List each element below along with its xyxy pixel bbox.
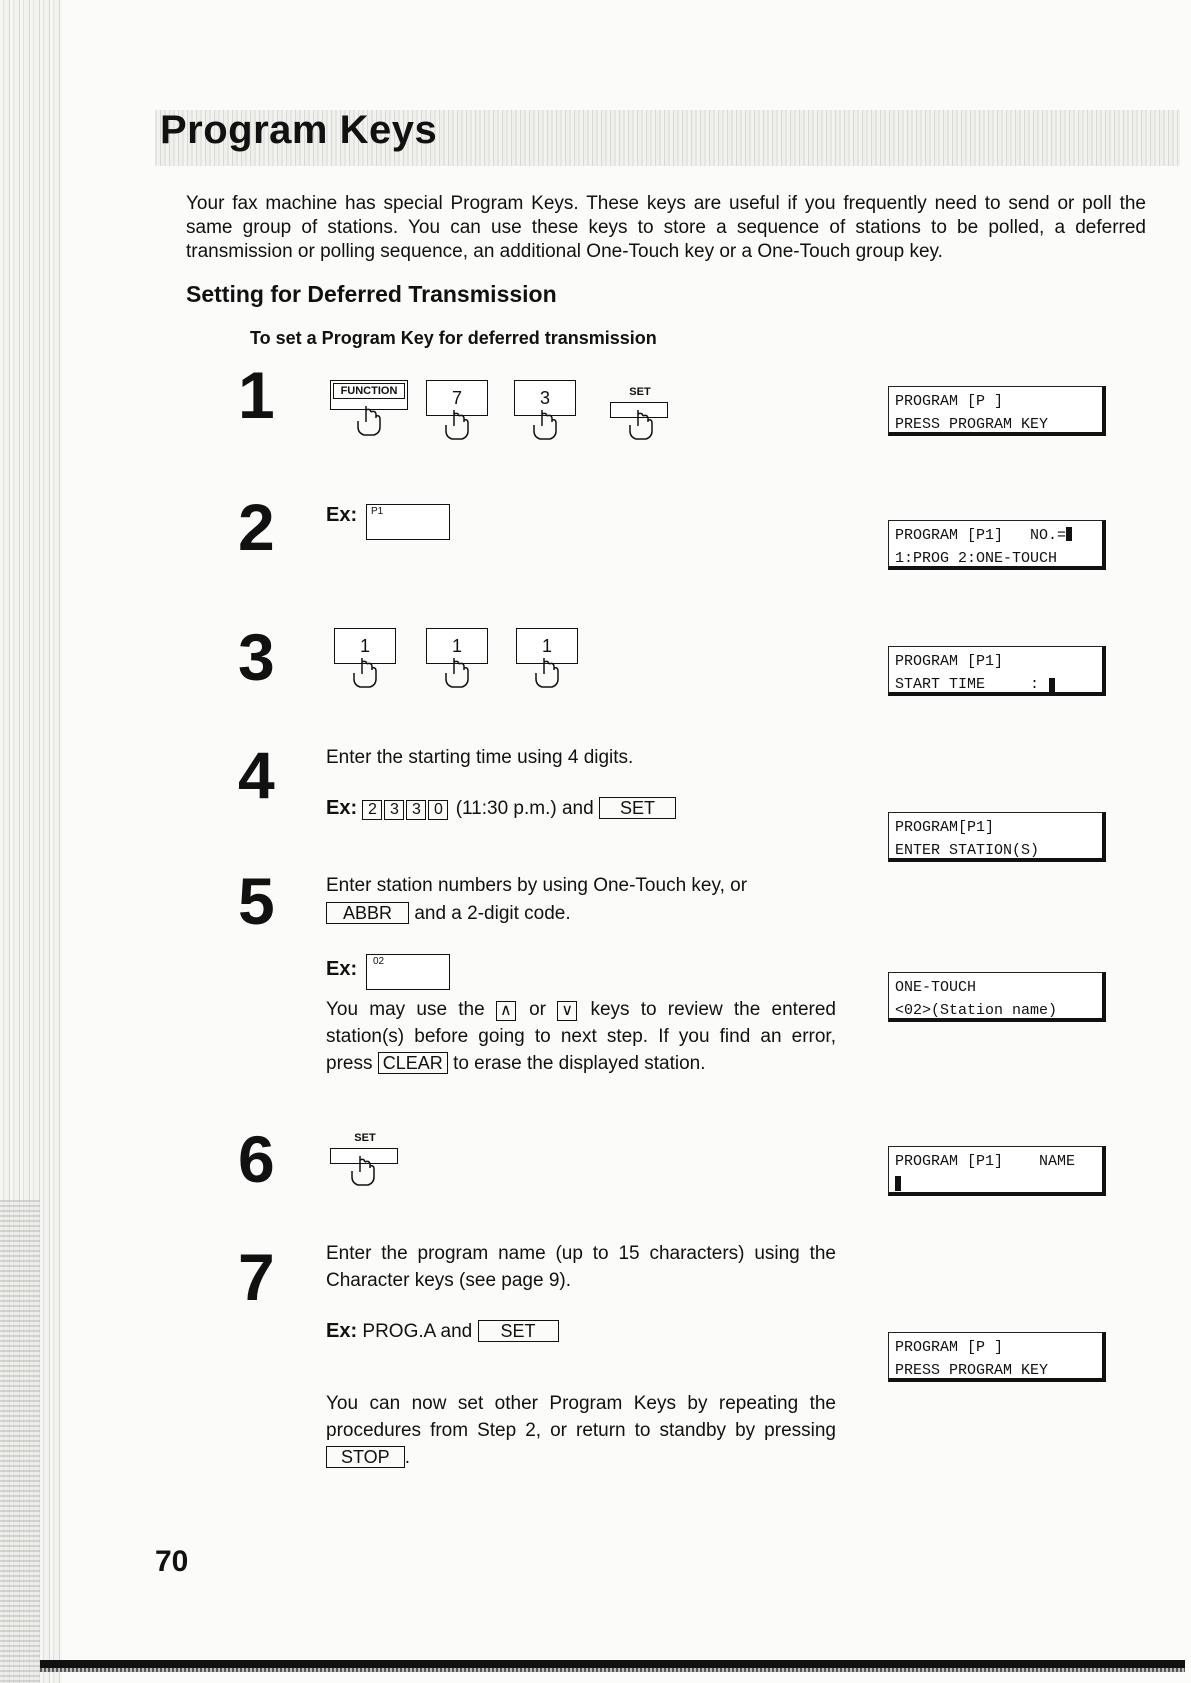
abbr-key[interactable]: ABBR [326, 902, 409, 924]
finger-press-icon [440, 408, 476, 444]
closing-text-b: . [404, 1447, 410, 1468]
lcd-line-2: 1:PROG 2:ONE-TOUCH [895, 550, 1058, 567]
lcd-display [888, 1146, 1106, 1196]
step-5-review-c: to erase the displayed station. [453, 1053, 706, 1074]
lcd-line-1-text: PROGRAM [P1] NO.= [895, 527, 1067, 544]
step-5-or: or [529, 999, 546, 1020]
step-5-text-b: and a 2-digit code. [414, 903, 571, 924]
intro-paragraph: Your fax machine has special Program Keys. These keys are useful if you frequently need to send or poll the same group of stations. You can use these keys to store a sequence of stations to be polled, a deferred transmission or polling sequence, an additional One-Touch key or a One-Touch group key. [186, 193, 1146, 262]
finger-press-icon [346, 1154, 382, 1190]
set-key-press-step6[interactable] [330, 1132, 400, 1192]
up-arrow-key[interactable]: ∧ [496, 1001, 516, 1021]
set-key-caption: SET [629, 386, 651, 398]
finger-press-icon [624, 408, 660, 444]
lcd-line-2: ENTER STATION(S) [895, 842, 1040, 859]
key-1-press-b[interactable] [426, 628, 496, 688]
step-4-ex-suffix: (11:30 p.m.) and [455, 798, 594, 819]
step-4-number: 4 [238, 738, 275, 812]
lcd-line-1 [895, 524, 1102, 547]
down-arrow-key[interactable]: ∨ [557, 1001, 577, 1021]
page-title: Program Keys [160, 108, 438, 152]
step-4-ex-label: Ex: [326, 797, 358, 819]
program-key-p1[interactable] [366, 504, 450, 540]
bottom-rule-shadow [40, 1668, 1185, 1672]
step-7-ex-label: Ex: [326, 1320, 358, 1342]
lcd-line-2: <02>(Station name) [895, 1002, 1058, 1019]
subsection-title: To set a Program Key for deferred transmission [250, 328, 657, 348]
finger-press-icon [440, 656, 476, 692]
step-1-number: 1 [238, 358, 275, 432]
lcd-line-2: PRESS PROGRAM KEY [895, 1362, 1049, 1379]
one-touch-key-02-label: 02 [373, 956, 385, 967]
step-7-text: Enter the program name (up to 15 characters) using the Character keys (see page 9). [326, 1243, 836, 1291]
step-7-example [326, 1318, 559, 1345]
step-4-example [326, 795, 676, 822]
lcd-line-1: PROGRAM [P ] [895, 393, 1004, 410]
lcd-display [888, 972, 1106, 1022]
step-5-text-line2 [326, 900, 571, 927]
clear-key[interactable]: CLEAR [378, 1052, 448, 1074]
key-7-press[interactable] [426, 380, 496, 440]
digit-key[interactable]: 3 [384, 800, 404, 820]
cursor-block-icon [895, 1176, 901, 1191]
finger-press-icon [530, 656, 566, 692]
finger-press-icon [528, 408, 564, 444]
lcd-line-2-text: START TIME : [895, 676, 1040, 693]
step-7-ex-text: PROG.A and [362, 1321, 473, 1342]
step-3-number: 3 [238, 620, 275, 694]
lcd-line-1: ONE-TOUCH [895, 979, 977, 996]
step-6-number: 6 [238, 1122, 275, 1196]
binding-shadow-lower [0, 1200, 40, 1683]
step-5-text-a: Enter station numbers by using One-Touch key, or [326, 875, 748, 896]
lcd-line-2 [895, 673, 1102, 696]
step-7-number: 7 [238, 1240, 275, 1314]
one-touch-key-02[interactable] [366, 954, 450, 990]
lcd-display [888, 520, 1106, 570]
key-1-press-c[interactable] [516, 628, 586, 688]
lcd-line-1: PROGRAM[P1] [895, 819, 995, 836]
function-key-press[interactable] [330, 380, 410, 440]
lcd-display [888, 386, 1106, 436]
lcd-line-1: PROGRAM [P ] [895, 1339, 1004, 1356]
key-1-label: 1 [426, 628, 488, 664]
page-number: 70 [155, 1545, 189, 1578]
step-2-number: 2 [238, 490, 275, 564]
step-5-review-text [326, 996, 836, 1077]
cursor-block-icon [1049, 678, 1055, 693]
closing-text-a: You can now set other Program Keys by repeating the procedures from Step 2, or return to standby by pressing [326, 1393, 836, 1441]
key-3-press[interactable] [514, 380, 584, 440]
bottom-rule [40, 1660, 1185, 1668]
finger-press-icon [348, 656, 384, 692]
key-7-label: 7 [426, 380, 488, 416]
lcd-line-2 [895, 1173, 1102, 1196]
set-key-press[interactable] [610, 386, 680, 446]
digit-key[interactable]: 0 [428, 800, 448, 820]
lcd-display [888, 812, 1106, 862]
finger-press-icon [352, 404, 388, 440]
step-4-text: Enter the starting time using 4 digits. [326, 747, 634, 768]
stop-key[interactable]: STOP [326, 1446, 405, 1468]
key-1-label: 1 [516, 628, 578, 664]
key-1-press-a[interactable] [334, 628, 404, 688]
lcd-display [888, 646, 1106, 696]
step-5-number: 5 [238, 864, 275, 938]
set-key-inline[interactable]: SET [599, 797, 676, 819]
key-1-label: 1 [334, 628, 396, 664]
lcd-line-2: PRESS PROGRAM KEY [895, 416, 1049, 433]
digit-key[interactable]: 2 [362, 800, 382, 820]
lcd-line-1: PROGRAM [P1] [895, 653, 1004, 670]
set-key-caption: SET [354, 1132, 376, 1144]
lcd-display [888, 1332, 1106, 1382]
step-5-review-b: keys to review the entered station(s) before going to next step. If you find an error, press [326, 999, 836, 1074]
step-5-ex-label: Ex: [326, 958, 358, 980]
key-3-label: 3 [514, 380, 576, 416]
closing-paragraph [326, 1390, 836, 1471]
section-title: Setting for Deferred Transmission [186, 281, 557, 307]
digit-key[interactable]: 3 [406, 800, 426, 820]
lcd-line-1: PROGRAM [P1] NAME [895, 1153, 1076, 1170]
step-2-ex-label: Ex: [326, 504, 358, 526]
step-5-review-a: You may use the [326, 999, 485, 1020]
function-key-label: FUNCTION [333, 383, 405, 399]
cursor-block-icon [1066, 527, 1072, 541]
program-key-p1-label: P1 [371, 506, 384, 517]
set-key-inline[interactable]: SET [478, 1320, 559, 1342]
